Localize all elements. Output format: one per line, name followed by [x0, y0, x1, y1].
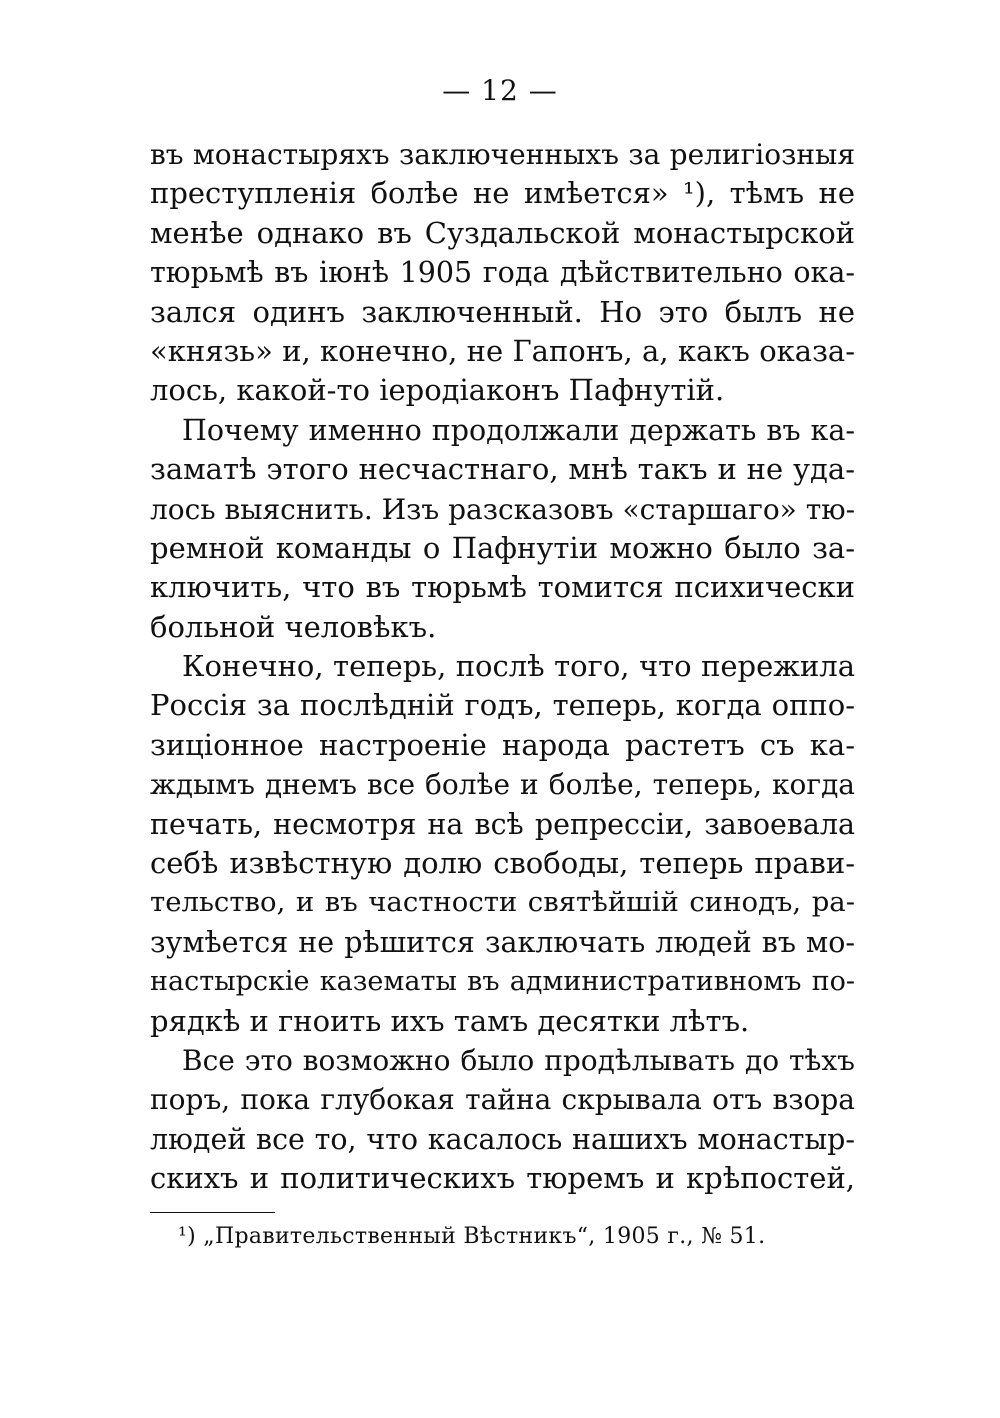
text-line: тельство, и въ частности святѣйшій синодъ, ра- [150, 886, 855, 919]
text-line: больной человѣкъ. [150, 609, 437, 644]
text-line: Россія за послѣдній годъ, теперь, когда оппо- [150, 688, 855, 723]
text-line: преступленія болѣе не имѣется» ¹), тѣмъ не [150, 176, 855, 211]
text-line: скихъ и политическихъ тюремъ и крѣпостей, [150, 1161, 855, 1196]
text-line: настырскіе казематы въ административномъ по- [150, 966, 855, 998]
text-line: лось выяснить. Изъ разсказовъ «старшаго» тю- [150, 492, 856, 526]
paragraph-3 [150, 647, 855, 1041]
text-line: тюрьмѣ въ іюнѣ 1905 года дѣйствительно ока- [150, 256, 855, 290]
text-line: заматѣ этого несчастнаго, мнѣ такъ и не уда- [150, 452, 855, 487]
text-line: зумѣется не рѣшится заключать людей въ мо- [150, 925, 855, 959]
text-line: ключить, что въ тюрьмѣ томится психически [150, 570, 855, 605]
text-line: ремной команды о Пафнутіи можно было за- [150, 530, 855, 565]
text-line: менѣе однако въ Суздальской монастырской [150, 215, 855, 250]
text-line: лось, какой-то іеродіаконъ Пафнутій. [150, 373, 725, 408]
paragraph-2 [150, 411, 855, 647]
body-text [150, 135, 855, 1199]
text-line: «князь» и, конечно, не Гапонъ, а, какъ оказа- [150, 333, 855, 368]
text-line: печать, несмотря на всѣ репрессіи, завоевала [150, 807, 855, 841]
text-line: въ монастыряхъ заключенныхъ за религіозныя [150, 138, 855, 171]
page-number: — 12 — [442, 74, 558, 107]
text-line: людей все то, что касалось нашихъ монастыр- [150, 1122, 855, 1156]
paragraph-1 [150, 135, 855, 411]
footnote-divider [150, 1212, 275, 1213]
text-line: Все это возможно было продѣлывать до тѣхъ [182, 1043, 855, 1077]
text-line: зиціонное настроеніе народа растетъ съ ка- [150, 727, 855, 762]
text-line: зался одинъ заключенный. Но это былъ не [150, 294, 855, 329]
text-line: Конечно, теперь, послѣ того, что пережила [182, 649, 855, 684]
text-line: себѣ извѣстную долю свободы, теперь прави- [150, 846, 855, 881]
text-line: ждымъ днемъ все болѣе и болѣе, теперь, когда [150, 768, 855, 802]
footnote: ¹) „Правительственный Вѣстникъ“, 1905 г., № 51. [178, 1224, 766, 1249]
paragraph-4 [150, 1041, 855, 1199]
text-line: Почему именно продолжали держать въ ка- [182, 413, 855, 447]
text-line: поръ, пока глубокая тайна скрывала отъ взора [150, 1083, 855, 1117]
text-line: рядкѣ и гноить ихъ тамъ десятки лѣтъ. [150, 1003, 750, 1038]
